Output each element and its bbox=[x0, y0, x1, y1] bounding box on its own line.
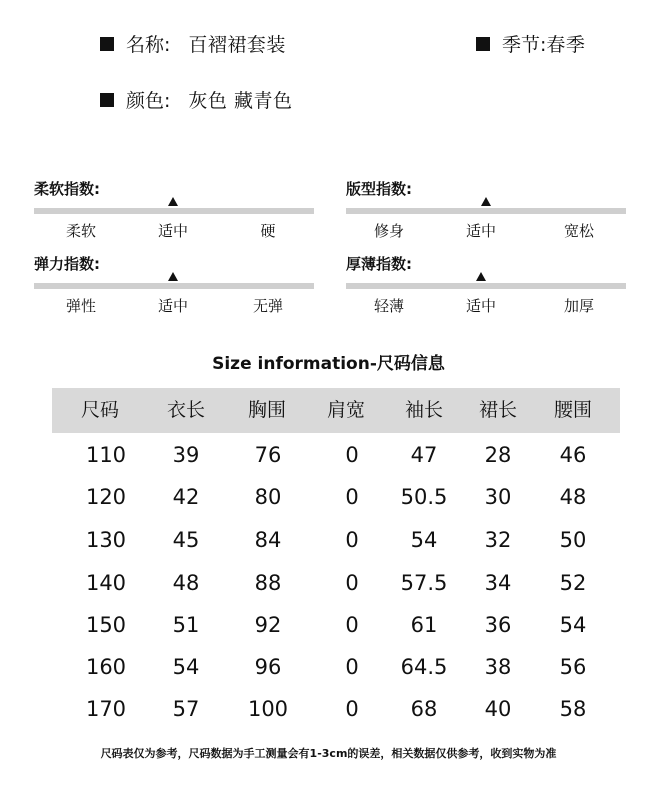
table-cell: 61 bbox=[410, 613, 438, 637]
table-cell: 50.5 bbox=[400, 485, 448, 509]
table-cell: 88 bbox=[254, 571, 282, 595]
index-title: 柔软指数: bbox=[34, 180, 100, 198]
table-cell: 84 bbox=[254, 528, 282, 552]
size-cell: 160 bbox=[85, 655, 127, 679]
index-bar bbox=[346, 208, 626, 214]
index-title: 弹力指数: bbox=[34, 255, 100, 273]
size-cell: 110 bbox=[85, 443, 127, 467]
table-cell: 0 bbox=[345, 443, 359, 467]
table-cell: 57 bbox=[172, 697, 200, 721]
table-cell: 0 bbox=[345, 485, 359, 509]
table-cell: 50 bbox=[559, 528, 587, 552]
table-cell: 92 bbox=[254, 613, 282, 637]
color-label: 颜色: bbox=[126, 90, 171, 112]
header-cell: 胸围 bbox=[247, 399, 287, 421]
table-cell: 52 bbox=[559, 571, 587, 595]
index-elasticity bbox=[34, 253, 314, 323]
table-cell: 54 bbox=[559, 613, 587, 637]
size-cell: 150 bbox=[85, 613, 127, 637]
header-cell: 尺码 bbox=[80, 399, 120, 421]
color-value: 灰色 藏青色 bbox=[188, 90, 293, 112]
table-cell: 96 bbox=[254, 655, 282, 679]
table-cell: 0 bbox=[345, 655, 359, 679]
season-label: 季节: bbox=[502, 34, 547, 56]
size-cell: 170 bbox=[85, 697, 127, 721]
table-cell: 28 bbox=[484, 443, 512, 467]
table-cell: 80 bbox=[254, 485, 282, 509]
table-cell: 0 bbox=[345, 571, 359, 595]
table-cell: 68 bbox=[410, 697, 438, 721]
index-option: 无弹 bbox=[252, 297, 284, 315]
size-cell: 120 bbox=[85, 485, 127, 509]
index-option: 修身 bbox=[373, 222, 405, 240]
index-option: 适中 bbox=[465, 297, 497, 315]
index-title: 厚薄指数: bbox=[346, 255, 412, 273]
footnote: 尺码表仅为参考，尺码数据为手工测量会有1-3cm的误差，相关数据仅供参考，收到实物为准 bbox=[100, 747, 557, 760]
table-cell: 40 bbox=[484, 697, 512, 721]
table-cell: 58 bbox=[559, 697, 587, 721]
table-cell: 56 bbox=[559, 655, 587, 679]
bullet-square-icon bbox=[100, 93, 114, 107]
table-cell: 54 bbox=[410, 528, 438, 552]
header-cell: 衣长 bbox=[166, 399, 206, 421]
season-value: 春季 bbox=[546, 34, 586, 56]
color-row bbox=[100, 86, 292, 113]
index-option: 加厚 bbox=[563, 297, 595, 315]
table-cell: 46 bbox=[559, 443, 587, 467]
table-cell: 100 bbox=[247, 697, 289, 721]
index-option: 轻薄 bbox=[373, 297, 405, 315]
table-cell: 30 bbox=[484, 485, 512, 509]
table-cell: 42 bbox=[172, 485, 200, 509]
name-value: 百褶裙套装 bbox=[188, 34, 286, 56]
index-option: 适中 bbox=[157, 222, 189, 240]
index-bar bbox=[346, 283, 626, 289]
product-name-row bbox=[100, 30, 286, 57]
index-option: 适中 bbox=[157, 297, 189, 315]
header-cell: 裙长 bbox=[478, 399, 518, 421]
table-cell: 54 bbox=[172, 655, 200, 679]
table-cell: 51 bbox=[172, 613, 200, 637]
table-cell: 48 bbox=[559, 485, 587, 509]
table-cell: 0 bbox=[345, 528, 359, 552]
table-cell: 32 bbox=[484, 528, 512, 552]
header-cell: 袖长 bbox=[404, 399, 444, 421]
index-option: 弹性 bbox=[65, 297, 97, 315]
index-option: 硬 bbox=[260, 222, 276, 240]
indicator-triangle-icon bbox=[168, 272, 178, 281]
size-table-header bbox=[52, 388, 620, 433]
table-cell: 48 bbox=[172, 571, 200, 595]
bullet-square-icon bbox=[476, 37, 490, 51]
table-cell: 36 bbox=[484, 613, 512, 637]
indicator-triangle-icon bbox=[481, 197, 491, 206]
table-cell: 34 bbox=[484, 571, 512, 595]
table-cell: 45 bbox=[172, 528, 200, 552]
index-thickness bbox=[346, 253, 626, 323]
table-cell: 64.5 bbox=[400, 655, 448, 679]
indicator-triangle-icon bbox=[168, 197, 178, 206]
index-bar bbox=[34, 208, 314, 214]
size-cell: 140 bbox=[85, 571, 127, 595]
index-option: 宽松 bbox=[563, 222, 595, 240]
table-cell: 47 bbox=[410, 443, 438, 467]
season-row bbox=[476, 30, 585, 57]
table-cell: 0 bbox=[345, 697, 359, 721]
name-label: 名称: bbox=[126, 34, 171, 56]
index-title: 版型指数: bbox=[346, 180, 412, 198]
table-cell: 76 bbox=[254, 443, 282, 467]
index-fit bbox=[346, 178, 626, 248]
size-cell: 130 bbox=[85, 528, 127, 552]
header-cell: 肩宽 bbox=[326, 399, 366, 421]
table-cell: 39 bbox=[172, 443, 200, 467]
table-cell: 38 bbox=[484, 655, 512, 679]
size-table-title: Size information-尺码信息 bbox=[212, 354, 445, 374]
indicator-triangle-icon bbox=[476, 272, 486, 281]
table-cell: 57.5 bbox=[400, 571, 448, 595]
index-softness bbox=[34, 178, 314, 248]
table-cell: 0 bbox=[345, 613, 359, 637]
bullet-square-icon bbox=[100, 37, 114, 51]
index-option: 适中 bbox=[465, 222, 497, 240]
header-cell: 腰围 bbox=[553, 399, 593, 421]
index-option: 柔软 bbox=[65, 222, 97, 240]
index-bar bbox=[34, 283, 314, 289]
